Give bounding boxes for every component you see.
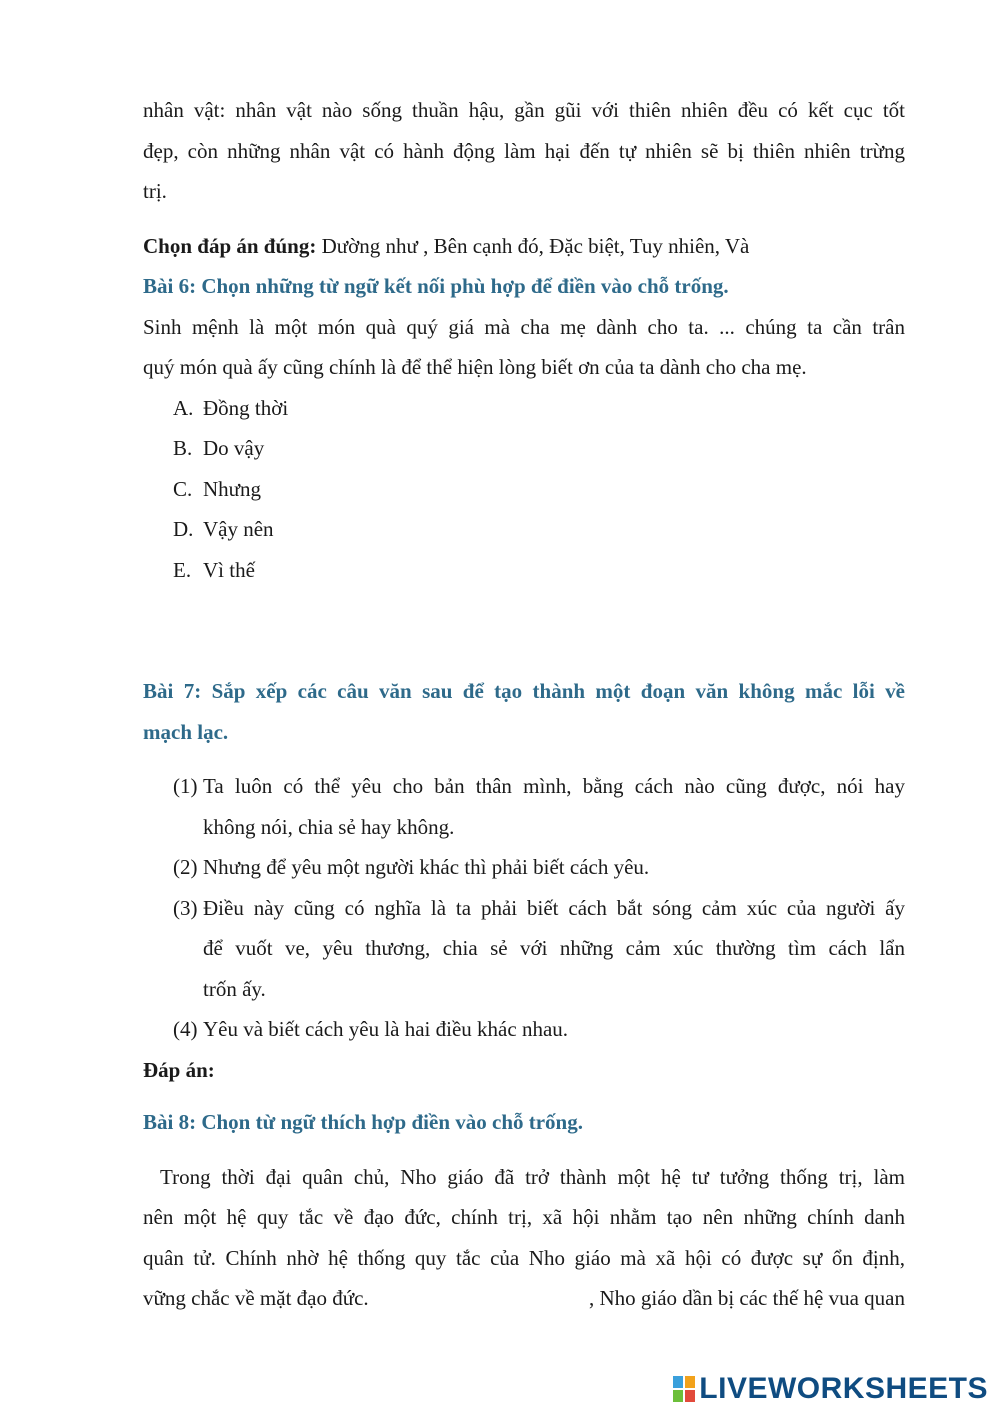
option-d[interactable]: D. Vậy nên: [173, 517, 274, 541]
intro-line: trị.: [143, 179, 167, 203]
option-b[interactable]: B. Do vậy: [173, 436, 265, 460]
blank-input[interactable]: [374, 1288, 529, 1312]
bai7-items: [143, 766, 905, 1050]
sentence-item-4: (4) Yêu và biết cách yêu là hai điều khác nhau.: [173, 1017, 569, 1041]
bai6-options: [143, 388, 905, 591]
intro-line: đẹp, còn những nhân vật có hành động làm hại đến tự nhiên sẽ bị thiên nhiên trừng: [143, 138, 905, 163]
bai6-heading: Bài 6: Chọn những từ ngữ kết nối phù hợp để điền vào chỗ trống.: [143, 274, 729, 298]
bai8-line: nên một hệ quy tắc về đạo đức, chính trị, xã hội nhằm tạo nên những chính danh: [143, 1205, 905, 1229]
answer-choice-text: Dường như , Bên cạnh đó, Đặc biệt, Tuy nhiên, Và: [316, 233, 750, 258]
bai6-line: Sinh mệnh là một món quà quý giá mà cha mẹ dành cho ta. ... chúng ta cần trân: [143, 314, 905, 339]
bai7-heading: Bài 7: Sắp xếp các câu văn sau để tạo thành một đoạn văn không mắc lỗi về: [143, 679, 905, 703]
liveworksheets-logo: [673, 1372, 988, 1406]
logo-text: LIVEWORKSHEETS: [699, 1372, 988, 1405]
bai6-line: quý món quà ấy cũng chính là để thể hiện lòng biết ơn của ta dành cho cha mẹ.: [143, 355, 807, 379]
sentence-item-2: (2) Nhưng để yêu một người khác thì phải biết cách yêu.: [173, 855, 650, 879]
bai8-line: Trong thời đại quân chủ, Nho giáo đã trở thành một hệ tư tưởng thống trị, làm: [160, 1164, 905, 1189]
sentence-item-1: (1) Ta luôn có thể yêu cho bản thân mình, bằng cách nào cũng được, nói hay không nói, chia sẻ hay không.: [173, 774, 905, 839]
bai7-heading: mạch lạc.: [143, 719, 229, 744]
worksheet-page: [143, 90, 905, 1319]
option-c[interactable]: C. Nhưng: [173, 476, 262, 501]
answer-choice: [143, 226, 905, 267]
bai8-line: quân tử. Chính nhờ hệ thống quy tắc của Nho giáo mà xã hội có được sự ổn định,: [143, 1245, 905, 1270]
answer-choice-label: Chọn đáp án đúng:: [143, 233, 317, 258]
logo-mark-icon: [673, 1376, 695, 1402]
sentence-item-3: (3) Điều này cũng có nghĩa là ta phải biết cách bắt sóng cảm xúc của người ấy để vuốt ve, yêu thương, chia sẻ với những cảm xúc thường tìm cách lẩn trốn ấy.: [173, 895, 905, 1001]
option-e[interactable]: E. Vì thế: [173, 557, 255, 582]
option-a[interactable]: A. Đồng thời: [173, 395, 289, 420]
bai7-answer-label: Đáp án:: [143, 1057, 215, 1082]
intro-line: nhân vật: nhân vật nào sống thuần hậu, gần gũi với thiên nhiên đều có kết cục tốt: [143, 98, 905, 122]
bai8-line: vững chắc về mặt đạo đức. , Nho giáo dần bị các thế hệ vua quan: [143, 1278, 905, 1319]
bai8-heading: Bài 8: Chọn từ ngữ thích hợp điền vào chỗ trống.: [143, 1110, 583, 1134]
